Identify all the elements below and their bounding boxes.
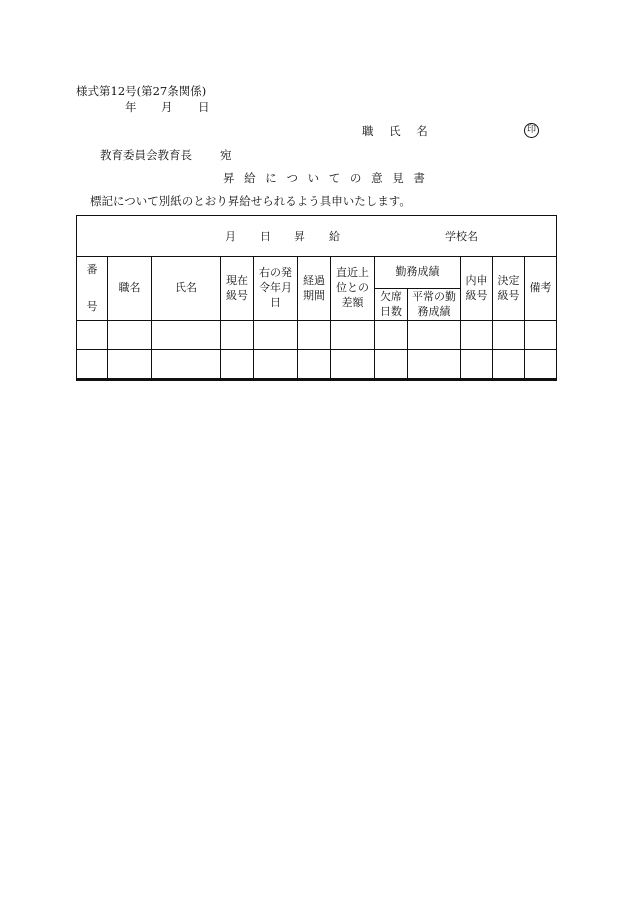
raise-table	[76, 215, 557, 379]
table-cell[interactable]	[331, 350, 375, 379]
col-decided-grade: 決定級号	[493, 257, 525, 321]
table-cell[interactable]	[461, 321, 493, 350]
table-cell[interactable]	[254, 321, 298, 350]
table-cell[interactable]	[375, 321, 408, 350]
addressee-suffix: 宛	[220, 148, 232, 162]
table-cell[interactable]	[152, 321, 221, 350]
table-cell[interactable]	[254, 350, 298, 379]
top-raise: 昇	[294, 230, 305, 243]
document-title: 昇 給 に つ い て の 意 見 書	[223, 171, 428, 185]
col-seq-top: 番	[86, 262, 98, 276]
table-row	[77, 321, 557, 350]
seal-icon: 印	[524, 123, 539, 138]
table-cell[interactable]	[408, 350, 461, 379]
col-diff-from-upper: 直近上位との差額	[331, 257, 375, 321]
col-seq	[77, 257, 108, 321]
table-cell[interactable]	[375, 350, 408, 379]
col-remarks: 備考	[525, 257, 557, 321]
table-cell[interactable]	[221, 321, 254, 350]
date-year: 年	[125, 100, 137, 114]
top-school: 学校名	[445, 230, 478, 243]
table-row	[77, 350, 557, 379]
col-issue-date: 右の発令年月日	[254, 257, 298, 321]
table-cell[interactable]	[298, 321, 331, 350]
date-day: 日	[198, 100, 210, 114]
table-cell[interactable]	[493, 321, 525, 350]
addressee: 教育委員会教育長	[100, 148, 192, 162]
col-seq-bottom: 号	[86, 299, 98, 313]
top-month: 月	[225, 230, 236, 243]
table-cell[interactable]	[525, 350, 557, 379]
table-cell[interactable]	[298, 350, 331, 379]
col-name: 氏名	[152, 257, 221, 321]
date-month: 月	[161, 100, 173, 114]
col-job-title: 職名	[108, 257, 152, 321]
table-cell[interactable]	[108, 321, 152, 350]
col-absence-days: 欠席日数	[375, 289, 408, 321]
table-top-row	[77, 216, 557, 257]
col-current-grade: 現在級号	[221, 257, 254, 321]
col-performance: 勤務成績	[375, 257, 461, 289]
table-bottom-rule	[76, 379, 557, 381]
table-cell[interactable]	[493, 350, 525, 379]
statement: 標記について別紙のとおり昇給せられるよう具申いたします。	[90, 194, 411, 208]
form-number: 様式第12号(第27条関係)	[76, 84, 207, 98]
table-cell[interactable]	[77, 350, 108, 379]
table-cell[interactable]	[221, 350, 254, 379]
col-proposed-grade: 内申級号	[461, 257, 493, 321]
col-elapsed-period: 経過期間	[298, 257, 331, 321]
top-pay: 給	[329, 230, 340, 243]
col-normal-performance: 平常の勤務成績	[408, 289, 461, 321]
table-cell[interactable]	[461, 350, 493, 379]
table-cell[interactable]	[525, 321, 557, 350]
top-day: 日	[260, 230, 271, 243]
signer-label: 職 氏 名	[362, 124, 434, 138]
table-cell[interactable]	[108, 350, 152, 379]
table-cell[interactable]	[77, 321, 108, 350]
table-cell[interactable]	[152, 350, 221, 379]
table-cell[interactable]	[408, 321, 461, 350]
table-cell[interactable]	[331, 321, 375, 350]
